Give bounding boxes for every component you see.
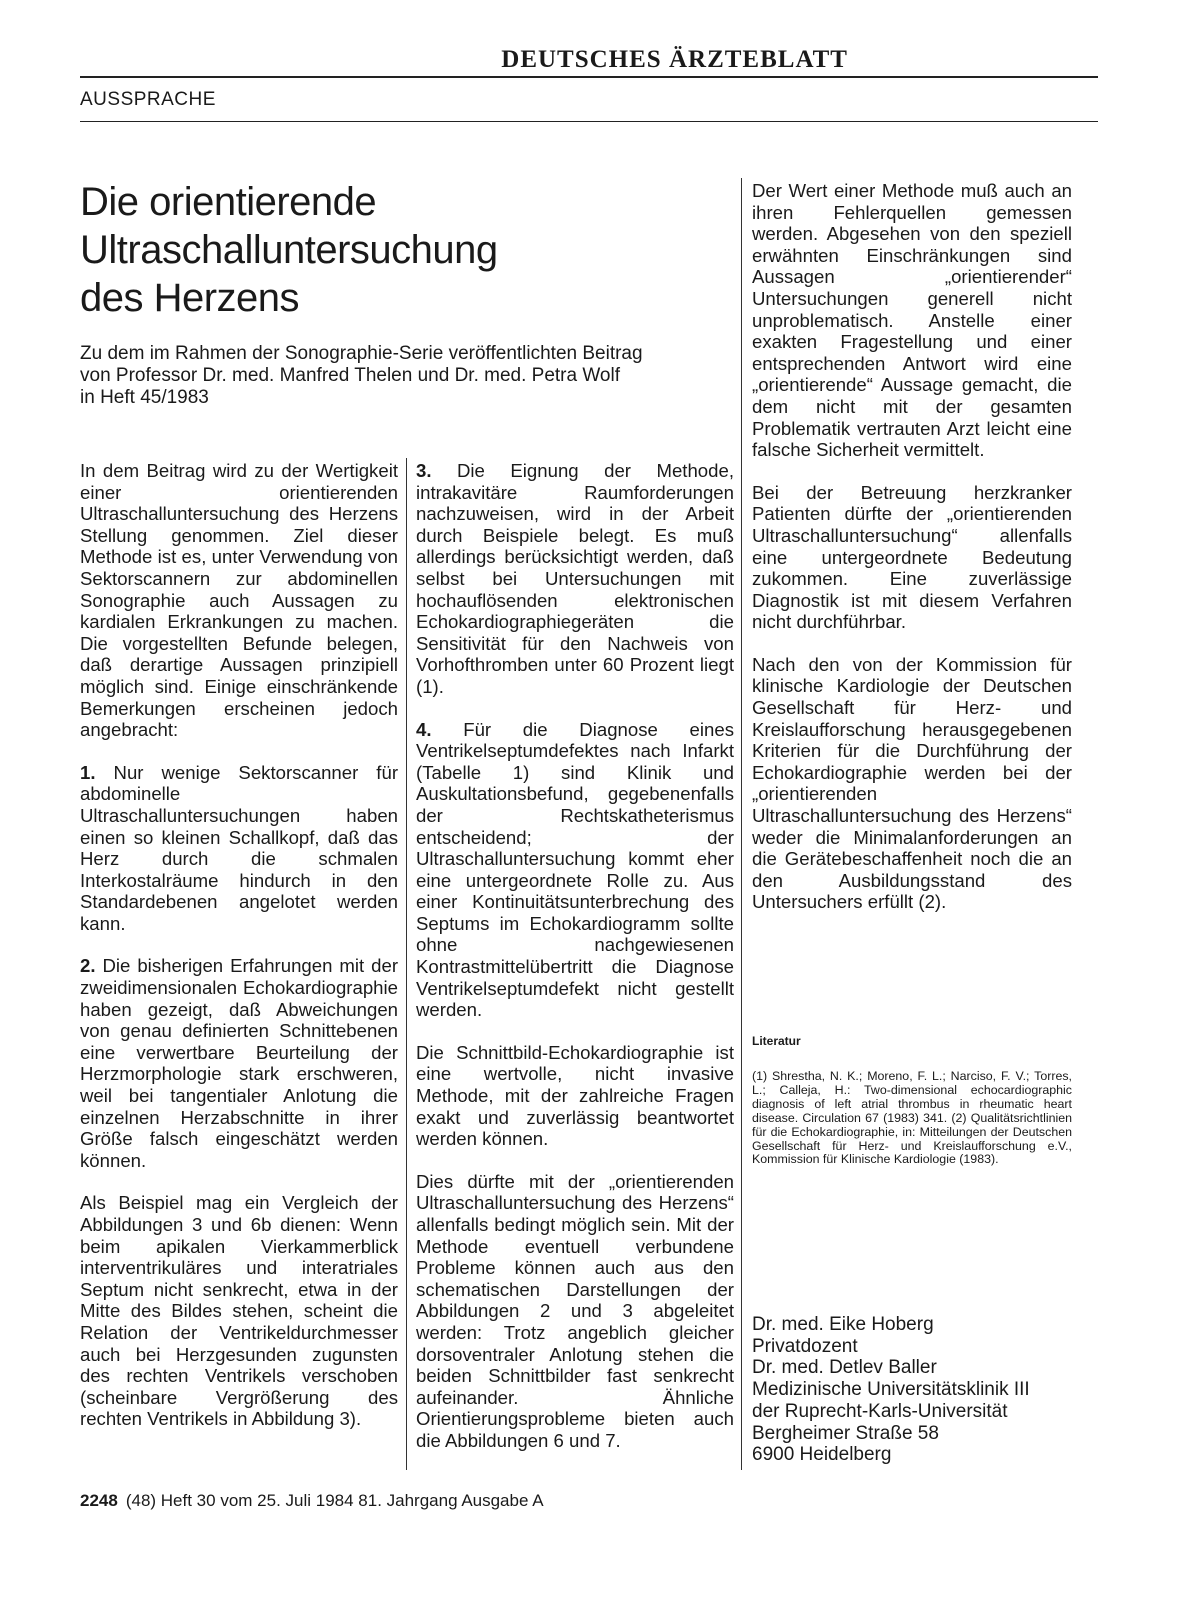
paragraph-number: 1.	[80, 761, 96, 783]
paragraph-text: Für die Diagnose eines Ventrikelseptumdefektes nach Infarkt (Tabelle 1) sind Klinik und Auskultationsbefund, gegebenenfalls der Rechtskatheterismus entscheidend; der Ultraschalluntersuchung kommt eher eine untergeordnete Rolle zu. Aus einer Kontinuitätsunterbrechung des Septums im Echokardiogramm sollte ohne nachgewiesenen Kontrastmittelübertritt die Diagnose Ventrikelseptumdefekt nicht gestellt werden.	[416, 718, 735, 1021]
subtitle-line: von Professor Dr. med. Manfred Thelen und Dr. med. Petra Wolf	[80, 365, 620, 386]
author-block	[752, 1314, 1082, 1466]
article-title	[80, 178, 720, 322]
paragraph	[416, 460, 734, 698]
subtitle-line: Zu dem im Rahmen der Sonographie-Serie veröffentlichten Beitrag	[80, 343, 643, 364]
paragraph	[752, 654, 1072, 913]
author-line: 6900 Heidelberg	[752, 1444, 892, 1466]
author-line: Dr. med. Detlev Baller	[752, 1357, 937, 1379]
author-line: der Ruprecht-Karls-Universität	[752, 1400, 1008, 1422]
page-number: 2248	[80, 1491, 118, 1510]
paragraph-number: 4.	[416, 718, 432, 740]
paragraph-text: Nach den von der Kommission für klinische Kardiologie der Deutschen Gesellschaft für Herz- und Kreislaufforschung herausgegebenen Kriterien für die Durchführung der Echokardiographie werden bei der „orientierenden Ultraschalluntersuchung des Herzens“ weder die Minimalanforderungen an die Gerätebeschaffenheit noch die an den Ausbildungsstand des Untersuchers erfüllt (2).	[752, 653, 1072, 913]
paragraph	[80, 762, 398, 935]
author-line: Medizinische Universitätsklinik III	[752, 1379, 1030, 1401]
paragraph-text: Nur wenige Sektorscanner für abdominelle Ultraschalluntersuchungen haben einen so kleinen Schallkopf, daß das Herz durch die schmalen Interkostalräume hindurch in den Standardebenen angelotet werden kann.	[80, 761, 399, 934]
author-line: Dr. med. Eike Hoberg	[752, 1314, 934, 1335]
paragraph	[80, 460, 398, 741]
masthead-title: DEUTSCHES ÄRZTEBLATT	[501, 46, 848, 73]
paragraph	[416, 1171, 734, 1452]
masthead	[80, 46, 1098, 78]
title-line: Die orientierende	[80, 180, 377, 224]
subtitle-line: in Heft 45/1983	[80, 387, 209, 408]
paragraph-text: Die bisherigen Erfahrungen mit der zweidimensionalen Echokardiographie haben gezeigt, daß Abweichungen von genau definierten Schnittebenen eine verwertbare Beurteilung der Herzmorphologie stark erschweren, weil bei tangentialer Anlotung die einzelnen Herzabschnitte in ihrer Größe falsch eingeschätzt werden können.	[80, 955, 399, 1171]
article-subtitle	[80, 343, 750, 409]
literature-heading: Literatur	[752, 1034, 801, 1048]
paragraph-number: 3.	[416, 460, 432, 481]
column-divider	[406, 458, 407, 1470]
title-line: des Herzens	[80, 276, 300, 320]
paragraph-text: Die Schnittbild-Echokardiographie ist eine wertvolle, nicht invasive Methode, mit der zahlreiche Fragen exakt und zuverlässig beantwortet werden können.	[416, 1041, 734, 1150]
literature-references: (1) Shrestha, N. K.; Moreno, F. L.; Narciso, F. V.; Torres, L.; Calleja, H.: Two-dimensional echocardiographic diagnosis of left atrial thrombus in rheumatic heart disease. Circulation 67 (1983) 341. (2) Qualitätsrichtlinien für die Echokardiographie, in: Mitteilungen der Deutschen Gesellschaft für Herz- und Kreislaufforschung e.V., Kommission für Klinische Kardiologie (1983).	[752, 1069, 1072, 1167]
title-line: Ultraschalluntersuchung	[80, 228, 498, 272]
paragraph-text: In dem Beitrag wird zu der Wertigkeit einer orientierenden Ultraschalluntersuchung des Herzens Stellung genommen. Ziel dieser Methode ist es, unter Verwendung von Sektorscannern zur abdominellen Sonographie auch Aussagen zu kardialen Erkrankungen zu machen. Die vorgestellten Befunde belegen, daß derartige Aussagen prinzipiell möglich sind. Einige einschränkende Bemerkungen erscheinen jedoch angebracht:	[80, 460, 398, 741]
author-line: Bergheimer Straße 58	[752, 1422, 939, 1444]
paragraph	[416, 1042, 734, 1150]
column-divider	[741, 178, 742, 1470]
paragraph	[416, 719, 734, 1021]
issue-info: (48) Heft 30 vom 25. Juli 1984 81. Jahrgang Ausgabe A	[125, 1491, 544, 1510]
paragraph	[752, 482, 1072, 633]
author-line: Privatdozent	[752, 1335, 858, 1357]
paragraph	[80, 955, 398, 1171]
paragraph	[80, 1192, 398, 1430]
paragraph-text: Bei der Betreuung herzkranker Patienten dürfte der „orientierenden Ultraschalluntersuchung“ allenfalls eine untergeordnete Bedeutung zukommen. Eine zuverlässige Diagnostik ist mit diesem Verfahren nicht durchführbar.	[752, 481, 1072, 633]
paragraph-text: Die Eignung der Methode, intrakavitäre Raumforderungen nachzuweisen, wird in der Arbeit durch Beispiele belegt. Es muß allerdings berücksichtigt werden, daß selbst bei Untersuchungen mit hochauflösenden elektronischen Echokardiographiegeräten die Sensitivität für den Nachweis von Vorhofthromben unter 60 Prozent liegt (1).	[416, 460, 734, 697]
section-label: AUSSPRACHE	[80, 89, 216, 110]
page-footer	[80, 1491, 544, 1511]
paragraph-text: Der Wert einer Methode muß auch an ihren Fehlerquellen gemessen werden. Abgesehen von den speziell erwähnten Einschränkungen sind Aussagen „orientierender“ Untersuchungen generell nicht unproblematisch. Anstelle einer exakten Fragestellung und einer entsprechenden Antwort wird eine „orientierende“ Aussage gemacht, die dem nicht mit der gesamten Problematik vertrauten Arzt leicht eine falsche Sicherheit vermittelt.	[752, 180, 1072, 461]
paragraph-text: Als Beispiel mag ein Vergleich der Abbildungen 3 und 6b dienen: Wenn beim apikalen Vierkammerblick interventrikuläres und interatriales Septum nicht senkrecht, etwa in der Mitte des Bildes stehen, scheint die Relation der Ventrikeldurchmesser auch bei Herzgesunden zugunsten des rechten Ventrikels verschoben (scheinbare Vergrößerung des rechten Ventrikels in Abbildung 3).	[80, 1192, 398, 1430]
text-column-2	[416, 460, 734, 1473]
paragraph	[752, 180, 1072, 461]
paragraph-text: Dies dürfte mit der „orientierenden Ultraschalluntersuchung des Herzens“ allenfalls bedingt möglich sein. Mit der Methode eventuell verbundene Probleme können auch aus den schematischen Darstellungen der Abbildungen 2 und 3 abgeleitet werden: Trotz angeblich gleicher dorsoventraler Anlotung stehen die beiden Schnittbilder fast senkrecht aufeinander. Ähnliche Orientierungsprobleme bieten auch die Abbildungen 6 und 7.	[416, 1170, 734, 1451]
section-divider	[80, 121, 1098, 122]
text-column-3	[752, 180, 1072, 934]
text-column-1	[80, 460, 398, 1451]
paragraph-number: 2.	[80, 955, 96, 977]
